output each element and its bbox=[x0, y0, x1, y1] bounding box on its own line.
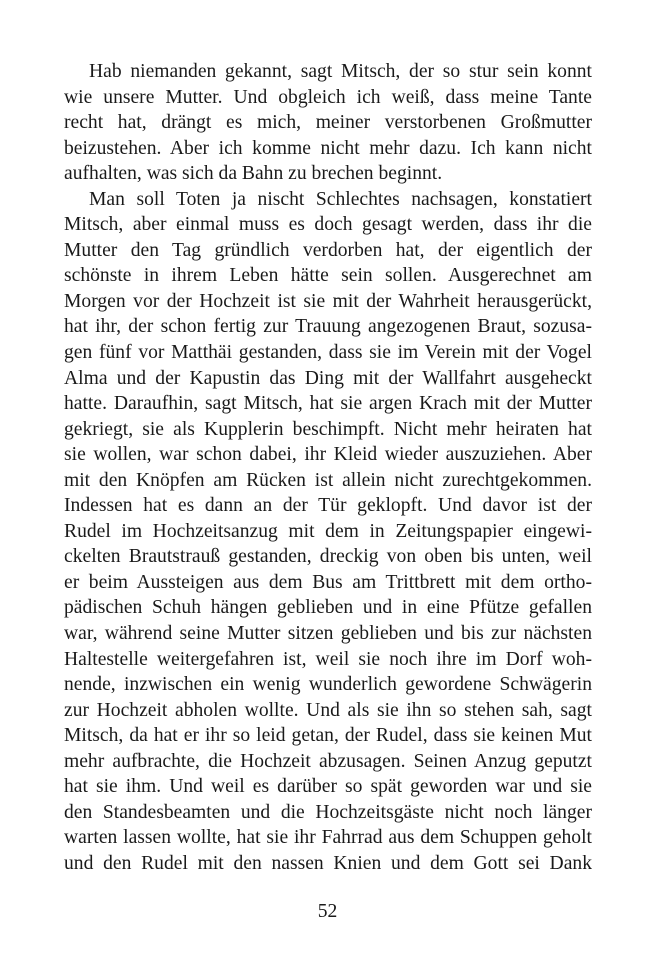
text-line-25: nende, inzwischen ein wenig wunderlich gewordene Schwägerin bbox=[64, 674, 592, 696]
text-line-4: beizustehen. Aber ich komme nicht mehr dazu. Ich kann nicht bbox=[64, 137, 592, 159]
text-line-29: hat sie ihm. Und weil es darüber so spät geworden war und sie bbox=[64, 776, 592, 798]
text-line-28: mehr aufbrachte, die Hochzeit abzusagen. Seinen Anzug geputzt bbox=[64, 750, 592, 772]
text-line-13: Alma und der Kapustin das Ding mit der Wallfahrt ausgeheckt bbox=[64, 367, 592, 389]
text-line-32: und den Rudel mit den nassen Knien und dem Gott sei Dank bbox=[64, 852, 592, 874]
text-line-31: warten lassen wollte, hat sie ihr Fahrrad aus dem Schuppen geholt bbox=[64, 827, 592, 849]
text-line-30: den Standesbeamten und die Hochzeitsgäste nicht noch länger bbox=[64, 801, 592, 823]
text-line-2: wie unsere Mutter. Und obgleich ich weiß, dass meine Tante bbox=[64, 86, 592, 108]
text-line-18: Indessen hat es dann an der Tür geklopft. Und davor ist der bbox=[64, 495, 592, 517]
text-line-1: Hab niemanden gekannt, sagt Mitsch, der so stur sein konnt bbox=[89, 61, 592, 82]
text-line-12: gen fünf vor Matthäi gestanden, dass sie im Verein mit der Vogel bbox=[64, 342, 592, 364]
text-line-20: ckelten Brautstrauß gestanden, dreckig von oben bis unten, weil bbox=[64, 546, 592, 568]
text-line-6: Man soll Toten ja nischt Schlechtes nachsagen, konstatiert bbox=[89, 188, 592, 210]
page-number: 52 bbox=[317, 901, 338, 922]
text-line-14: hatte. Daraufhin, sagt Mitsch, hat sie argen Krach mit der Mutter bbox=[64, 393, 592, 415]
text-line-3: recht hat, drängt es mich, meiner verstorbenen Großmutter bbox=[64, 112, 592, 134]
text-line-19: Rudel im Hochzeitsanzug mit dem in Zeitungspapier eingewi- bbox=[64, 520, 592, 542]
text-line-5: aufhalten, was sich da Bahn zu brechen beginnt. bbox=[64, 163, 443, 185]
text-line-21: er beim Aussteigen aus dem Bus am Trittbrett mit dem ortho- bbox=[64, 571, 592, 593]
text-line-16: sie wollen, war schon dabei, ihr Kleid wieder auszuziehen. Aber bbox=[64, 444, 592, 466]
text-line-17: mit den Knöpfen am Rücken ist allein nicht zurechtgekommen. bbox=[64, 469, 592, 491]
text-line-11: hat ihr, der schon fertig zur Trauung angezogenen Braut, sozusa- bbox=[64, 316, 592, 338]
body-text bbox=[64, 59, 592, 877]
text-line-15: gekriegt, sie als Kupplerin beschimpft. Nicht mehr heiraten hat bbox=[64, 418, 592, 440]
text-line-7: Mitsch, aber einmal muss es doch gesagt werden, dass ihr die bbox=[64, 214, 592, 236]
text-line-10: Morgen vor der Hochzeit ist sie mit der Wahrheit herausgerückt, bbox=[64, 290, 592, 312]
text-line-23: war, während seine Mutter sitzen geblieben und bis zur nächsten bbox=[64, 623, 592, 645]
text-line-26: zur Hochzeit abholen wollte. Und als sie ihn so stehen sah, sagt bbox=[64, 699, 592, 721]
text-line-8: Mutter den Tag gründlich verdorben hat, der eigentlich der bbox=[64, 239, 592, 261]
text-line-24: Haltestelle weitergefahren ist, weil sie noch ihre im Dorf woh- bbox=[64, 648, 592, 670]
text-line-27: Mitsch, da hat er ihr so leid getan, der Rudel, dass sie keinen Mut bbox=[64, 725, 592, 747]
text-line-22: pädischen Schuh hängen geblieben und in eine Pfütze gefallen bbox=[64, 597, 592, 619]
text-line-9: schönste in ihrem Leben hätte sein sollen. Ausgerechnet am bbox=[64, 265, 592, 287]
